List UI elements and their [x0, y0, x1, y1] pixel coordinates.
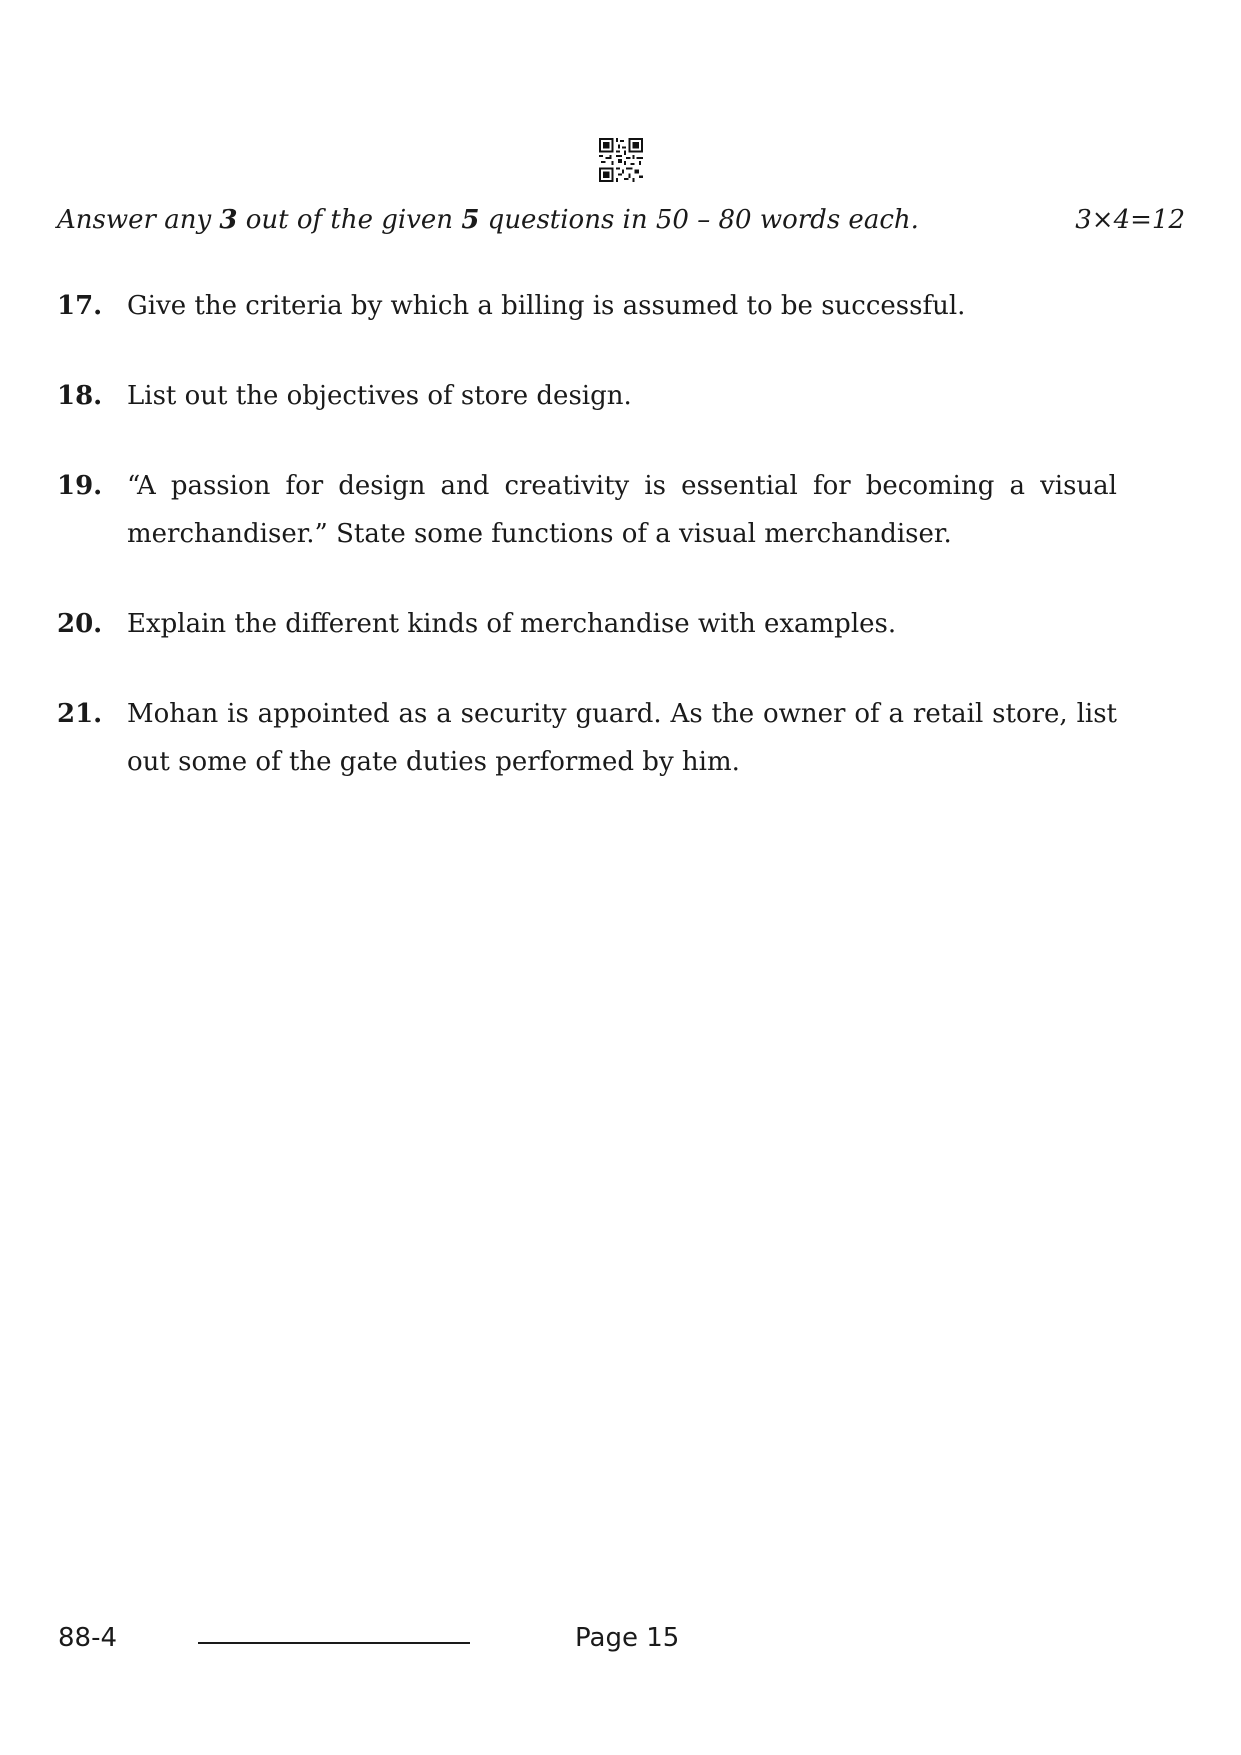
question-number: 21. [57, 699, 103, 729]
paper-code: 88-4 [58, 1623, 118, 1653]
footer-divider [198, 1642, 470, 1644]
question-text: Give the criteria by which a billing is assumed to be successful. [127, 291, 966, 321]
instruction-text: Answer any 3 out of the given 5 questions in 50 – 80 words each. [57, 205, 919, 235]
question-text: Mohan is appointed as a security guard. As the owner of a retail store, list out some of the gate duties performed by him. [127, 699, 1117, 777]
question-number: 17. [57, 291, 103, 321]
question-text: List out the objectives of store design. [127, 381, 632, 411]
section-marks: 3×4=12 [1075, 205, 1185, 235]
question-number: 18. [57, 381, 103, 411]
question-text: “A passion for design and creativity is essential for becoming a visual merchandiser.” State some functions of a visual merchandiser. [127, 471, 1117, 549]
question-number: 20. [57, 609, 103, 639]
page-number: Page 15 [575, 1623, 680, 1653]
question-text: Explain the different kinds of merchandise with examples. [127, 609, 897, 639]
answer-count: 3 [219, 205, 238, 235]
question-number: 19. [57, 471, 103, 501]
question-item [57, 600, 1117, 648]
section-instruction [57, 200, 1185, 240]
question-item [57, 462, 1117, 558]
question-count: 5 [461, 205, 480, 235]
question-item [57, 690, 1117, 786]
question-item [57, 282, 1117, 330]
question-item [57, 372, 1117, 420]
qr-code-icon [599, 138, 643, 182]
